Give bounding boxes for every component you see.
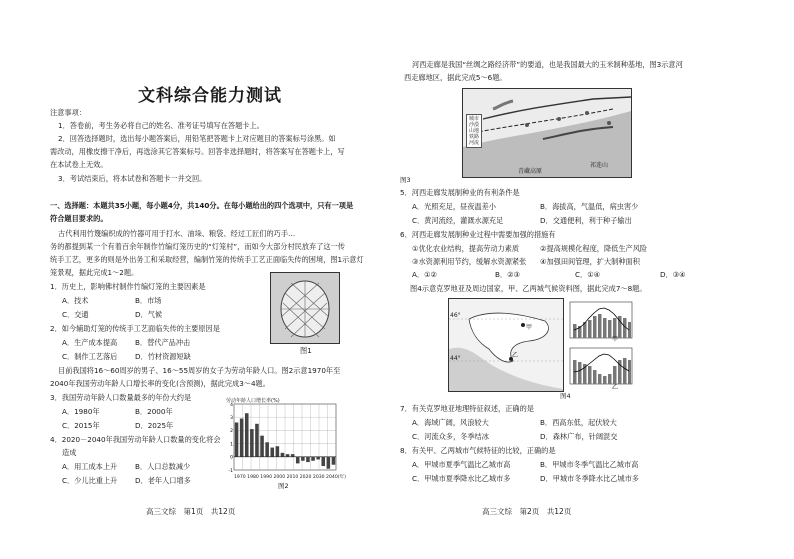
- fig2-bar: [281, 453, 285, 457]
- q2-option-d[interactable]: D．竹材资源短缺: [135, 352, 191, 361]
- croatia-map: [448, 298, 564, 392]
- q5-option-c[interactable]: C．黄河流经，灌溉水源充足: [412, 216, 504, 225]
- fig4-city-yi: 乙: [512, 352, 519, 359]
- q6-statement-3: ③水资源利用节约，缓解水资源紧张: [412, 257, 527, 266]
- fig2-bar: [250, 429, 254, 457]
- fig2-ytick-label: 4: [230, 402, 233, 408]
- fig2-bar: [296, 457, 300, 464]
- q6-stem: 6．河西走廊发展制种业过程中需要加强的措施有: [400, 230, 556, 239]
- q2-option-c[interactable]: C．制作工艺落后: [62, 352, 118, 361]
- q8-option-c[interactable]: C．甲城市夏季降水比乙城市多: [412, 474, 511, 483]
- passage2-line2: 2040年我国劳动年龄人口增长率的变化(含预测)，据此完成3～4题。: [50, 379, 270, 388]
- q6-option-d[interactable]: D．③④: [660, 270, 686, 279]
- climate-chart-yi: [566, 346, 636, 388]
- fig2-bar: [240, 419, 244, 457]
- fig3-mountain-label: 祁连山: [590, 162, 609, 169]
- fig2-bar: [332, 457, 336, 465]
- q4-option-c[interactable]: C．少儿比重上升: [62, 476, 118, 485]
- passage2-line1: 目前我国将16～60周岁的男子、16～55周岁的女子为劳动年龄人口。图2示意1970年至: [58, 366, 341, 375]
- fig2-bar: [316, 457, 320, 460]
- legend-desert: 沙漠: [469, 122, 480, 128]
- passage1-line4: 笼景观，据此完成1～2题。: [50, 268, 139, 277]
- fig2-ylabel: 劳动年龄人口增长率(%): [226, 398, 280, 404]
- q1-stem: 1．历史上，影响佛村制作竹编灯笼的主要因素是: [50, 282, 206, 291]
- notice-header: 注意事项：: [50, 108, 86, 117]
- fig2-bar: [291, 454, 295, 457]
- q7-stem: 7．有关克罗地亚地理特征叙述，正确的是: [400, 404, 534, 413]
- fig2-bar: [286, 454, 290, 457]
- fig2-bar: [270, 448, 274, 457]
- fig2-caption: 图2: [278, 482, 289, 490]
- passage1-line1: 古代利用竹篾编织成的竹器可用于打水、油垛、粮袋、经过工匠们的巧手…: [58, 229, 296, 238]
- page-right: [400, 0, 794, 559]
- q7-option-d[interactable]: D．森林广布，针阔混交: [540, 432, 618, 441]
- notice-2a: 2．回答选择题时，选出每小题答案后，用铅笔把答题卡上对应题目的答案标号涂黑。如: [58, 134, 336, 143]
- q1-option-d[interactable]: D．气候: [135, 310, 163, 319]
- notice-2b: 需改动，用橡皮擦干净后，再选涂其它答案标号。回答非选择题时，将答案写在答题卡上，写: [50, 147, 345, 156]
- q8-option-b[interactable]: B．甲城市冬季气温比乙城市高: [540, 460, 639, 469]
- notice-3: 3．考试结束后，将本试卷和答题卡一并交回。: [58, 174, 207, 183]
- passage4: 图4示意克罗地亚及周边国家，甲、乙两城气候资料图，据此完成7～8题。: [410, 284, 647, 293]
- q8-option-a[interactable]: A．甲城市夏季气温比乙城市高: [412, 460, 511, 469]
- fig3-plateau-label: 青藏高原: [518, 168, 543, 175]
- fig2-bar: [327, 457, 331, 469]
- q6-statement-1: ①优化农业结构，提高劳动力素质: [412, 244, 520, 253]
- q7-option-a[interactable]: A．海域广阔，风浪较大: [412, 418, 489, 427]
- footer-page1: 高三文综 第1页 共12页: [146, 507, 236, 516]
- fig2-bar: [235, 422, 239, 456]
- fig2-bar: [276, 446, 280, 457]
- q5-option-d[interactable]: D．交通便利，利于种子输出: [540, 216, 632, 225]
- passage1-line2: 务的都提到某一个有着百余年制作竹编灯笼历史的“灯笼村”，而如今大部分村民放弃了这一传: [50, 242, 345, 251]
- fig2-ytick-label: 0: [230, 455, 233, 461]
- q3-option-a[interactable]: A．1980年: [62, 407, 100, 416]
- lantern-photo: [270, 272, 340, 344]
- fig4-city-jia: 甲: [526, 324, 533, 331]
- fig2-ytick-label: -1: [228, 468, 233, 472]
- fig3-legend: [466, 114, 482, 148]
- fig2-bar: [306, 457, 310, 462]
- q3-option-c[interactable]: C．2015年: [62, 421, 100, 430]
- notice-1: 1．答卷前，考生务必将自己的姓名、准考证号填写在答题卡上。: [58, 121, 264, 130]
- fig2-bar: [311, 457, 315, 461]
- q5-stem: 5．河西走廊发展制种业的有利条件是: [400, 188, 520, 197]
- q7-option-b[interactable]: B．西高东低，起伏较大: [540, 418, 617, 427]
- q6-option-c[interactable]: C．①④: [575, 270, 601, 279]
- q2-option-a[interactable]: A．生产成本提高: [62, 338, 118, 347]
- q4-option-d[interactable]: D．老年人口增多: [135, 476, 191, 485]
- q5-option-b[interactable]: B．海拔高，气温低，病虫害少: [540, 202, 639, 211]
- climate-label-yi: 乙: [612, 384, 619, 391]
- q4-stem-1: 4．2020－2040年我国劳动年龄人口数量的变化将会: [50, 435, 221, 444]
- q3-option-b[interactable]: B．2000年: [135, 407, 173, 416]
- notice-2c: 在本试卷上无效。: [50, 160, 108, 169]
- q8-stem: 8．有关甲、乙两城市气候特征的比较，正确的是: [400, 446, 556, 455]
- legend-mountain: 山地: [469, 128, 480, 134]
- fig4-caption: 图4: [560, 392, 571, 400]
- q4-option-b[interactable]: B．人口总数减少: [135, 462, 191, 471]
- q8-option-d[interactable]: D．甲城市冬季降水比乙城市多: [540, 474, 639, 483]
- q1-option-a[interactable]: A．技术: [62, 296, 89, 305]
- fig2-ytick-label: 3: [230, 416, 233, 421]
- intro-line1: 河西走廊是我国“丝绸之路经济带”的要道，也是我国最大的玉米制种基地，图3示意河: [412, 60, 683, 69]
- fig2-bar: [255, 424, 259, 457]
- fig2-bar: [245, 413, 249, 457]
- q3-stem: 3．我国劳动年龄人口数量最多的年份大约是: [50, 393, 192, 402]
- q4-option-a[interactable]: A．用工成本上升: [62, 462, 118, 471]
- legend-railway: 铁路: [469, 134, 480, 140]
- q7-option-c[interactable]: C．河流众多，冬季结冰: [412, 432, 489, 441]
- footer-page2: 高三文综 第2页 共12页: [482, 507, 572, 516]
- fig2-xlabels: 1970 1980 1990 2000 2010 2020 2030 2040(年): [234, 475, 346, 480]
- fig2-bar: [321, 457, 325, 466]
- fig4-lat-46: 46°: [450, 312, 461, 319]
- q3-option-d[interactable]: D．2025年: [135, 421, 174, 430]
- fig2-chart: [222, 396, 340, 472]
- legend-city: 城市: [469, 116, 480, 122]
- q5-option-a[interactable]: A．光照充足，昼夜温差小: [412, 202, 496, 211]
- fig4-lat-44: 44°: [450, 355, 461, 362]
- exam-title: 文科综合能力测试: [138, 86, 282, 106]
- q6-option-b[interactable]: B．②③: [495, 270, 521, 279]
- legend-river: 河流: [469, 140, 480, 146]
- passage1-line3: 统手工艺，更多的则是外出务工和采取经营，编制竹笼的传统手工艺正面临失传的困境，图1示意灯: [50, 255, 364, 264]
- q4-stem-2: 造成: [62, 448, 77, 457]
- climate-chart-jia: [566, 300, 636, 342]
- q6-statement-2: ②提高规模化程度，降低生产风险: [540, 244, 648, 253]
- section-instruction-2: 符合题目要求的。: [50, 214, 108, 223]
- fig2-ytick-label: 2: [230, 429, 233, 435]
- fig2-bar: [265, 442, 269, 457]
- fig2-bar: [301, 457, 305, 461]
- fig2-svg: [222, 396, 340, 472]
- q1-option-b[interactable]: B．市场: [135, 296, 162, 305]
- fig3-caption: 图3: [400, 176, 411, 184]
- q6-option-a[interactable]: A．①②: [412, 270, 437, 279]
- q2-stem: 2．如今辅助灯笼的传统手工艺面临失传的主要原因是: [50, 324, 220, 333]
- fig2-bar: [260, 436, 264, 457]
- section-instruction-1: 一、选择题：本题共35小题，每小题4分，共140分。在每小题给出的四个选项中，只有一项是: [50, 201, 354, 210]
- fig1-caption: 图1: [300, 346, 312, 355]
- q1-option-c[interactable]: C．交通: [62, 310, 89, 319]
- q6-statement-4: ④加强田间管理，扩大制种面积: [540, 257, 640, 266]
- q2-option-b[interactable]: B．替代产品冲击: [135, 338, 191, 347]
- intro-line2: 西走廊地区，据此完成5～6题。: [404, 73, 507, 82]
- fig2-ytick-label: 1: [230, 442, 233, 448]
- climate-label-jia: 甲: [612, 336, 619, 343]
